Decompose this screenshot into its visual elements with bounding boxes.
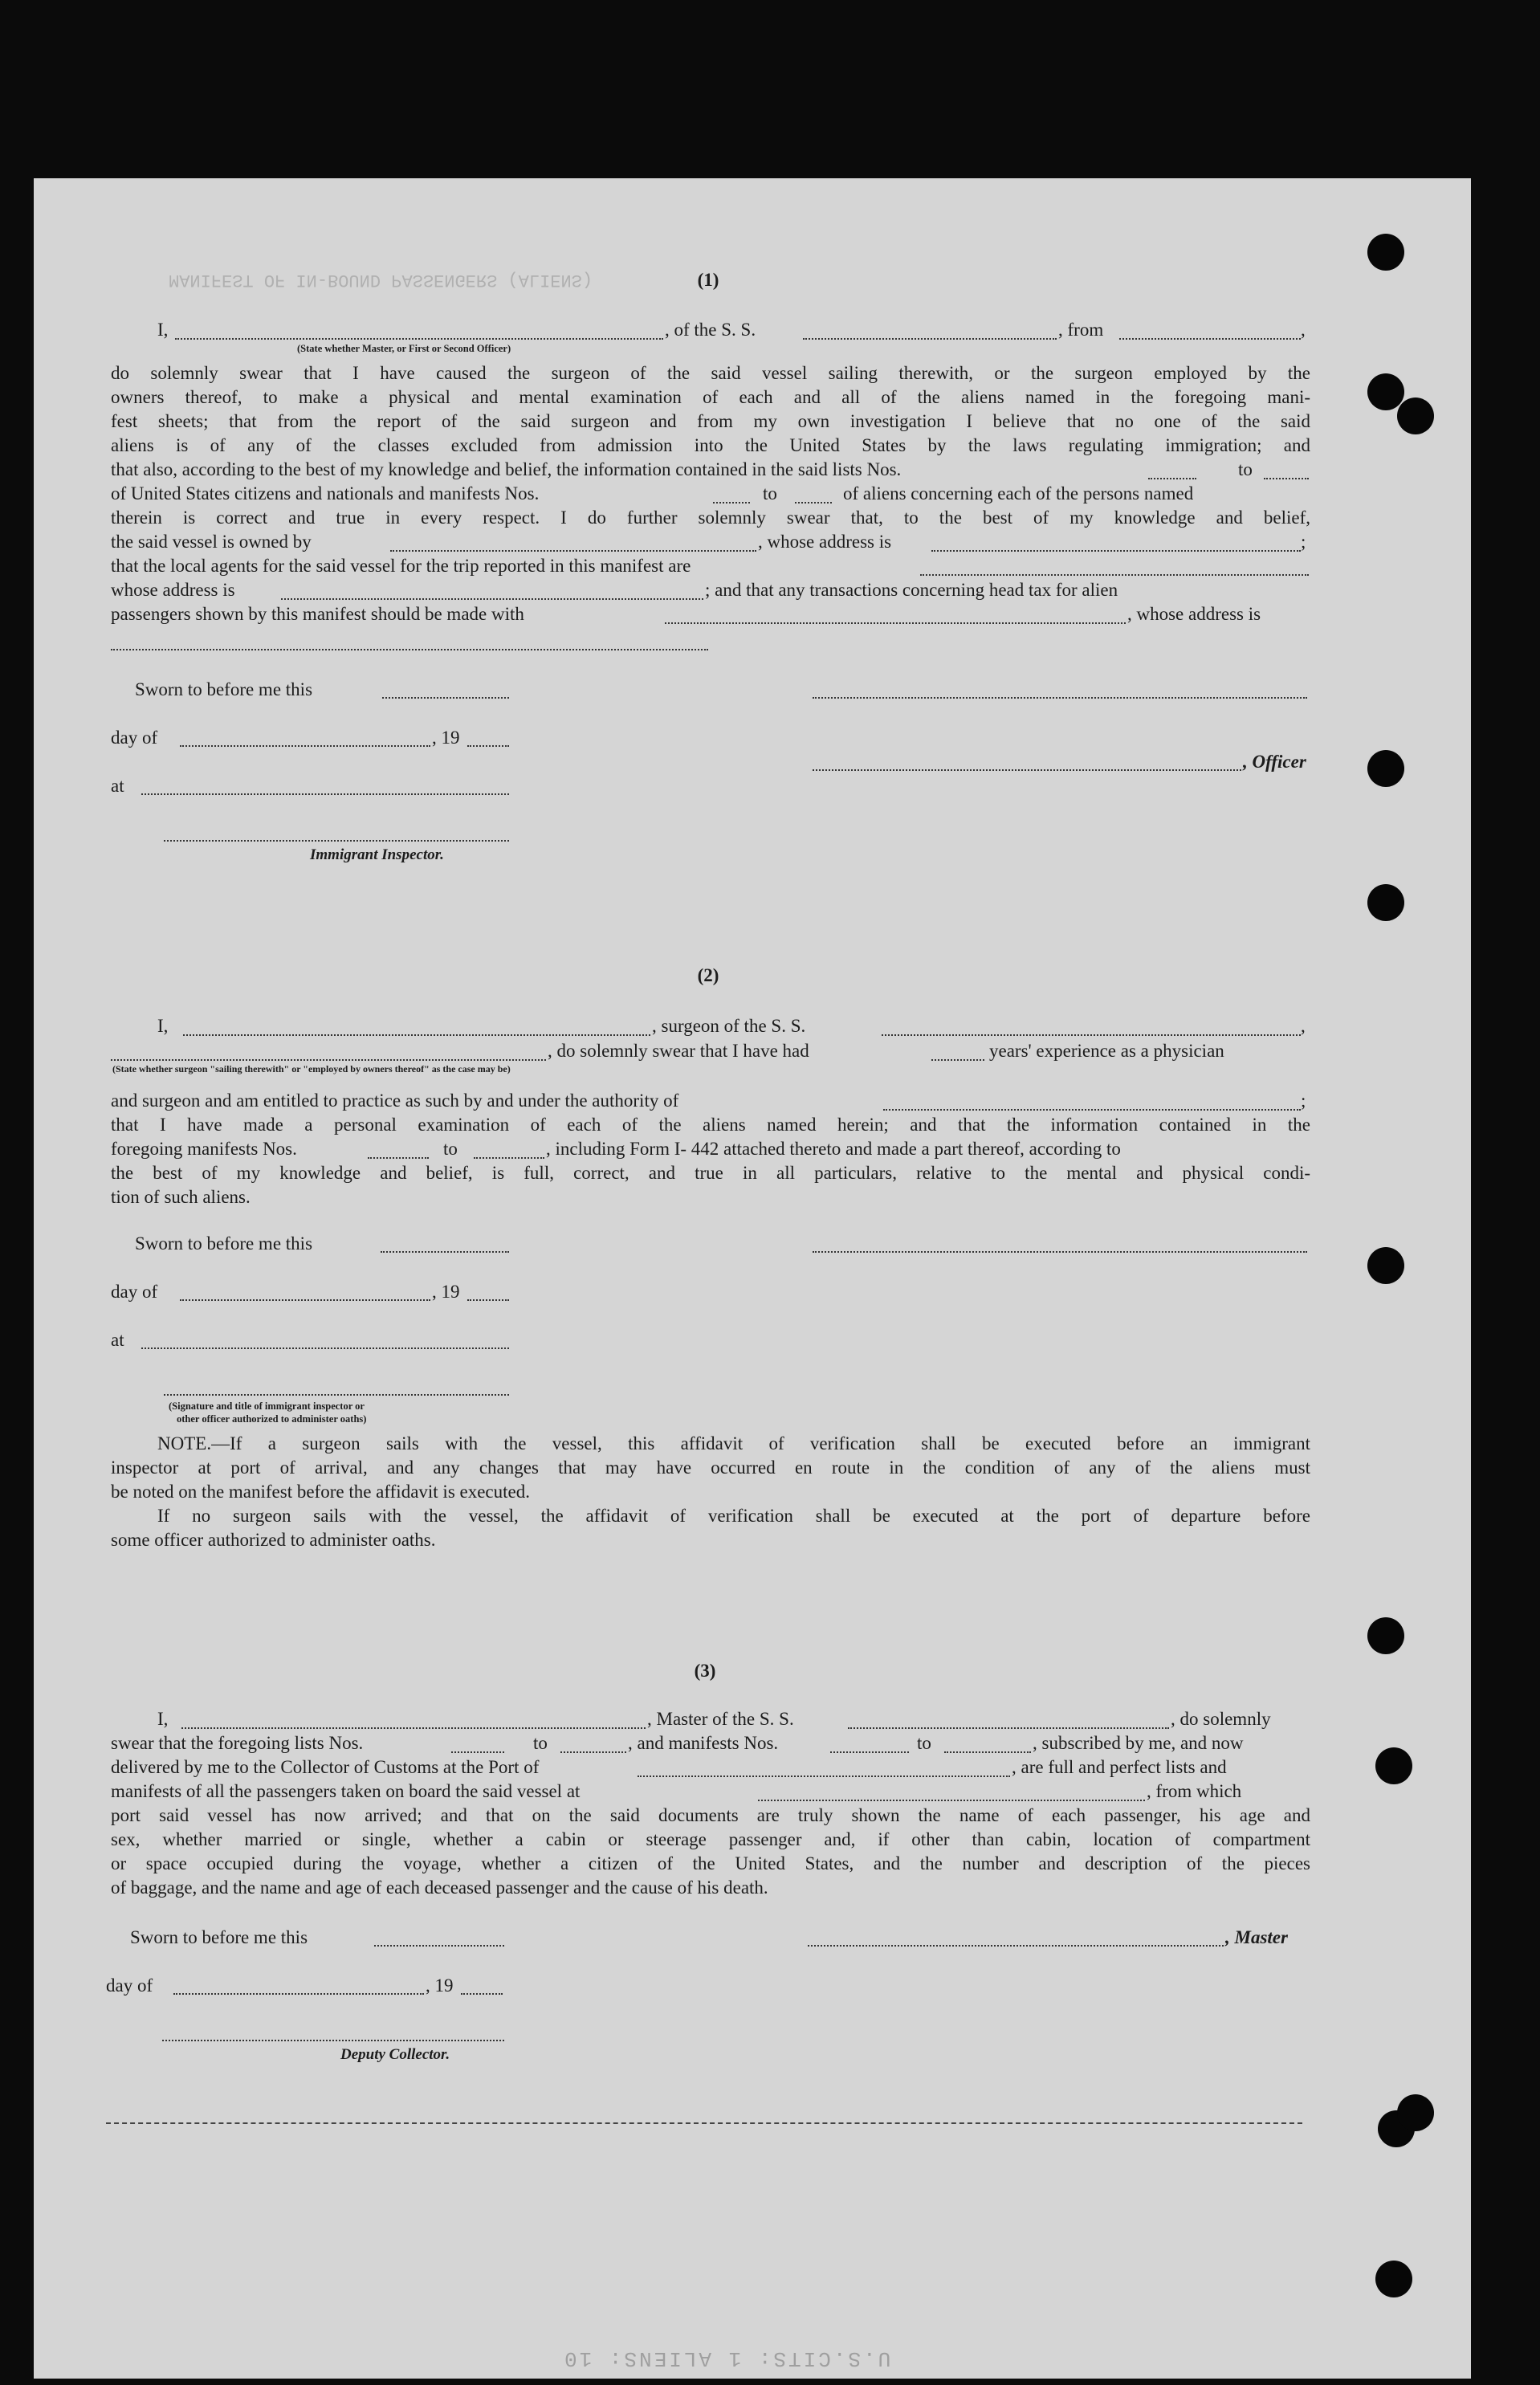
s2-day-field[interactable] xyxy=(180,1299,430,1301)
footer-stamp: U.S.CITS: 1 ALIENS: 10 xyxy=(562,2346,891,2371)
s2-manifests-to-field[interactable] xyxy=(474,1157,544,1159)
s2-sig-caption-2: other officer authorized to administer oaths) xyxy=(177,1413,367,1425)
s2-note-line: some officer authorized to administer oaths. xyxy=(111,1530,436,1550)
s1-officer-label: , Officer xyxy=(1243,752,1306,772)
s3-collector-caption: Deputy Collector. xyxy=(340,2046,450,2063)
punch-hole xyxy=(1367,373,1404,410)
s2-note-line: be noted on the manifest before the affidavit is executed. xyxy=(111,1482,530,1502)
s1-para-line: that the local agents for the said vessel for the trip reported in this manifest are xyxy=(111,556,691,576)
s1-owner-field[interactable] xyxy=(390,550,756,552)
punch-hole xyxy=(1367,1617,1404,1654)
s3-lists-from-field[interactable] xyxy=(451,1751,504,1753)
s2-note-line: If no surgeon sails with the vessel, the affidavit of verification shall be executed at the port of departure before xyxy=(157,1506,1310,1526)
s1-agents-address-field[interactable] xyxy=(281,598,703,600)
s1-manifests-from-field[interactable] xyxy=(713,502,750,503)
s1-para-line: do solemnly swear that I have caused the surgeon of the said vessel sailing therewith, or the surgeon employed by the xyxy=(111,363,1310,383)
s2-years-field[interactable] xyxy=(931,1059,984,1061)
s1-sworn-field[interactable] xyxy=(382,697,509,699)
s2-surgeon-caption: (State whether surgeon "sailing therewith" or "employed by owners thereof" as the case may be) xyxy=(112,1063,511,1074)
s1-from: , from xyxy=(1058,320,1104,340)
s1-head-tax-address-field[interactable] xyxy=(111,649,708,650)
s1-day-label: day of xyxy=(111,728,158,748)
s2-surgeon-signature-field[interactable] xyxy=(813,1251,1307,1253)
section-1-number: (1) xyxy=(697,270,719,290)
s2-ship-name-field[interactable] xyxy=(882,1034,1301,1036)
s1-master-caption: (State whether Master, or First or Second Officer) xyxy=(297,343,511,354)
s1-master-name-field[interactable] xyxy=(175,338,663,340)
s3-sworn-field[interactable] xyxy=(374,1945,504,1947)
s1-owner-address-field[interactable] xyxy=(931,550,1301,552)
s1-inspector-signature-field[interactable] xyxy=(164,840,509,842)
s1-para-line: owners thereof, to make a physical and mental examination of each and all of the aliens named in the foregoing mani- xyxy=(111,387,1310,407)
s1-ship-name-field[interactable] xyxy=(803,338,1057,340)
s1-para-line: the said vessel is owned by xyxy=(111,532,312,552)
s1-lists-from-field[interactable] xyxy=(1148,478,1196,479)
s1-agents-field[interactable] xyxy=(920,574,1309,576)
punch-hole xyxy=(1375,2261,1412,2297)
s3-day-field[interactable] xyxy=(173,1993,424,1995)
s1-day-field[interactable] xyxy=(180,745,430,747)
s1-para-line: that also, according to the best of my knowledge and belief, the information contained in the said lists Nos. xyxy=(111,459,902,479)
s2-surgeon-status-field[interactable] xyxy=(111,1059,546,1061)
punch-hole xyxy=(1367,1247,1404,1284)
punch-hole xyxy=(1367,884,1404,921)
s2-note-line: NOTE.—If a surgeon sails with the vessel, this affidavit of verification shall be executed before an immigrant xyxy=(157,1433,1310,1453)
bottom-rule xyxy=(106,2122,1302,2124)
s2-sig-caption-1: (Signature and title of immigrant inspector or xyxy=(169,1400,365,1412)
punch-hole xyxy=(1397,398,1434,434)
punch-hole xyxy=(1367,234,1404,271)
s3-manifests-to-field[interactable] xyxy=(944,1751,1031,1753)
s2-authority-field[interactable] xyxy=(883,1109,1301,1111)
section-2-number: (2) xyxy=(697,965,719,985)
s1-from-field[interactable] xyxy=(1119,338,1301,340)
s1-para-line: of United States citizens and nationals and manifests Nos. xyxy=(111,483,540,503)
s1-lists-to-field[interactable] xyxy=(1264,478,1309,479)
s1-para-line: aliens is of any of the classes excluded from admission into the United States by the laws regulating immigration; and xyxy=(111,435,1310,455)
s2-note-line: inspector at port of arrival, and any changes that may have occurred en route in the condition of any of the aliens must xyxy=(111,1458,1310,1478)
s3-master-label: , Master xyxy=(1225,1927,1288,1947)
s2-note-label: NOTE. xyxy=(157,1433,212,1453)
s3-collector-signature-field[interactable] xyxy=(162,2040,504,2041)
s1-sworn-label: Sworn to before me this xyxy=(135,679,313,699)
s1-officer-signature-field[interactable] xyxy=(813,697,1307,699)
s2-manifests-from-field[interactable] xyxy=(368,1157,429,1159)
punch-hole xyxy=(1367,750,1404,787)
s3-manifests-from-field[interactable] xyxy=(830,1751,909,1753)
section-3-number: (3) xyxy=(694,1661,716,1681)
punch-hole xyxy=(1375,1747,1412,1784)
s2-inspector-signature-field[interactable] xyxy=(164,1394,509,1396)
s3-ship-name-field[interactable] xyxy=(848,1727,1169,1729)
s3-lists-to-field[interactable] xyxy=(560,1751,626,1753)
s1-manifests-to-field[interactable] xyxy=(795,502,832,503)
s1-at-label: at xyxy=(111,776,124,796)
s2-at-field[interactable] xyxy=(141,1347,509,1349)
s3-boarding-port-field[interactable] xyxy=(758,1800,1145,1801)
s1-inspector-caption: Immigrant Inspector. xyxy=(310,846,444,863)
s3-master-name-field[interactable] xyxy=(181,1727,646,1729)
s1-para-line: whose address is xyxy=(111,580,235,600)
s1-para-line: therein is correct and true in every respect. I do further solemnly swear that, to the best of my knowledge and belief, xyxy=(111,508,1310,528)
s3-master-signature-field[interactable] xyxy=(808,1945,1224,1947)
s3-year-field[interactable] xyxy=(461,1993,503,1995)
s1-para-line: fest sheets; that from the report of the said surgeon and from my own investigation I believe that no one of the said xyxy=(111,411,1310,431)
s3-port-field[interactable] xyxy=(638,1776,1010,1777)
s1-para-line: passengers shown by this manifest should be made with xyxy=(111,604,524,624)
s2-surgeon-name-field[interactable] xyxy=(183,1034,650,1036)
punch-hole xyxy=(1397,2094,1434,2131)
s1-head-tax-field[interactable] xyxy=(665,622,1126,624)
s2-sworn-field[interactable] xyxy=(381,1251,509,1253)
s1-officer-field[interactable] xyxy=(813,769,1241,771)
s2-year-field[interactable] xyxy=(467,1299,509,1301)
s1-i: I, xyxy=(157,320,169,340)
s1-year-field[interactable] xyxy=(467,745,509,747)
s1-at-field[interactable] xyxy=(141,793,509,795)
s1-of-ss: , of the S. S. xyxy=(665,320,756,340)
